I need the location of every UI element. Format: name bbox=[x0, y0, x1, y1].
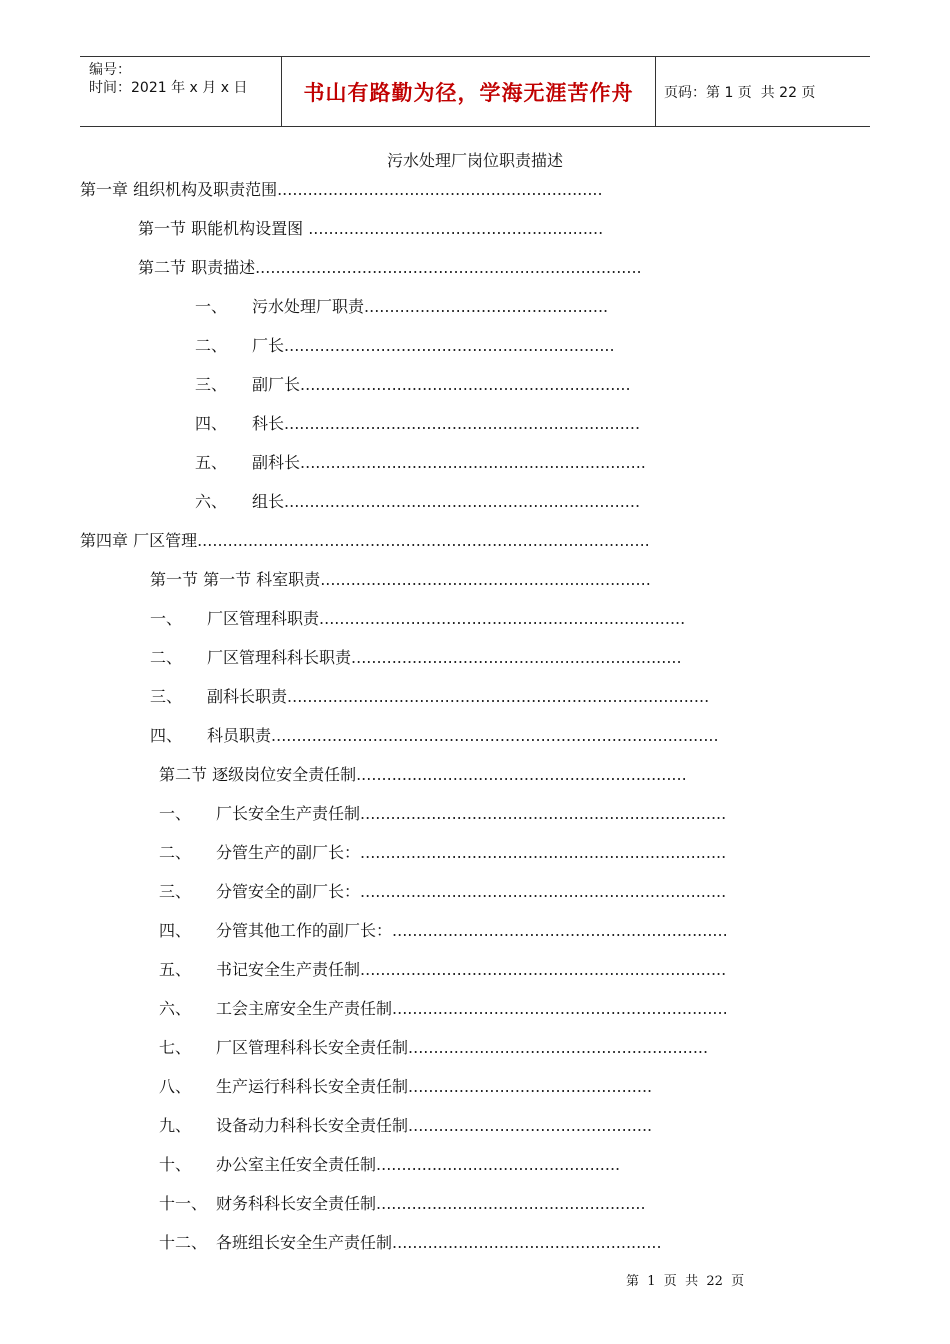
toc-entry-number: 十二、 bbox=[159, 1233, 208, 1252]
toc-entry-leader: ................................................................................... bbox=[287, 687, 710, 706]
toc-entry-text: 组长 bbox=[252, 492, 285, 511]
toc-entry-number: 二、 bbox=[150, 648, 183, 667]
toc-entry[interactable] bbox=[150, 687, 709, 707]
toc-entry-number: 一、 bbox=[150, 609, 183, 628]
toc-entry-leader: ........................................................................ bbox=[360, 882, 727, 901]
toc-entry[interactable] bbox=[195, 336, 615, 356]
toc-entry-number: 五、 bbox=[159, 960, 192, 979]
toc-entry-text: 分管其他工作的副厂长： bbox=[216, 921, 393, 940]
toc-entry-leader: ..................................................... bbox=[376, 1194, 646, 1213]
toc-entry-text: 工会主席安全生产责任制 bbox=[216, 999, 393, 1018]
toc-entry-leader: ........................................................................ bbox=[360, 960, 727, 979]
toc-entry[interactable] bbox=[159, 843, 726, 863]
toc-entry-leader: ........................................................................ bbox=[360, 843, 727, 862]
toc-entry-number: 二、 bbox=[195, 336, 228, 355]
toc-entry-leader: ...................................................................... bbox=[284, 492, 641, 511]
toc-entry[interactable] bbox=[150, 648, 682, 668]
toc-entry[interactable] bbox=[159, 1077, 652, 1097]
toc-entry-number: 五、 bbox=[195, 453, 228, 472]
toc-entry[interactable] bbox=[195, 375, 631, 395]
toc-entry-leader: ................................................................. bbox=[320, 570, 651, 589]
toc-entry-text: 财务科科长安全责任制 bbox=[216, 1194, 377, 1213]
toc-entry-text: 分管安全的副厂长： bbox=[216, 882, 361, 901]
toc-entry[interactable] bbox=[150, 570, 651, 590]
toc-entry-leader: .......................................................... bbox=[308, 219, 604, 238]
toc-entry-number: 十一、 bbox=[159, 1194, 208, 1213]
toc-entry-number: 十、 bbox=[159, 1155, 192, 1174]
toc-entry[interactable] bbox=[159, 1194, 646, 1214]
toc-entry-text: 副厂长 bbox=[252, 375, 301, 394]
toc-entry[interactable] bbox=[159, 1038, 708, 1058]
toc-entry[interactable] bbox=[150, 609, 685, 629]
toc-entry[interactable] bbox=[159, 1155, 620, 1175]
toc-entry-text: 第二节 职责描述 bbox=[138, 258, 256, 277]
toc-entry-text: 第二节 逐级岗位安全责任制 bbox=[159, 765, 357, 784]
toc-entry[interactable] bbox=[159, 1116, 652, 1136]
toc-entry[interactable] bbox=[195, 453, 646, 473]
number-label: 编号： bbox=[89, 62, 131, 78]
header-page bbox=[656, 57, 870, 126]
toc-entry-leader: .................................................................... bbox=[300, 453, 646, 472]
toc-entry-text: 污水处理厂职责 bbox=[252, 297, 365, 316]
toc-entry-number: 一、 bbox=[195, 297, 228, 316]
toc-entry-leader: ........................................................................................ bbox=[271, 726, 719, 745]
toc-entry-leader: ............................................................................ bbox=[255, 258, 642, 277]
toc-entry-number: 六、 bbox=[195, 492, 228, 511]
toc-entry-leader: ........................................................................ bbox=[360, 804, 727, 823]
toc-entry[interactable] bbox=[159, 921, 728, 941]
toc-entry-number: 三、 bbox=[150, 687, 183, 706]
toc-entry-text: 第一章 组织机构及职责范围 bbox=[80, 180, 278, 199]
header-motto: 书山有路勤为径，学海无涯苦作舟 bbox=[282, 57, 656, 126]
toc-entry[interactable] bbox=[159, 882, 726, 902]
toc-entry-text: 各班组长安全生产责任制 bbox=[216, 1233, 393, 1252]
toc-entry-leader: ................................................................. bbox=[356, 765, 687, 784]
toc-entry-text: 副科长 bbox=[252, 453, 301, 472]
toc-entry-number: 四、 bbox=[150, 726, 183, 745]
toc-entry-text: 办公室主任安全责任制 bbox=[216, 1155, 377, 1174]
toc-entry[interactable] bbox=[159, 960, 726, 980]
toc-entry[interactable] bbox=[150, 726, 719, 746]
toc-entry-leader: ................................................................. bbox=[351, 648, 682, 667]
toc-entry[interactable] bbox=[159, 804, 726, 824]
toc-entry-number: 四、 bbox=[195, 414, 228, 433]
toc-entry-text: 第四章 厂区管理 bbox=[80, 531, 198, 550]
page-header bbox=[80, 56, 870, 127]
toc-entry[interactable] bbox=[159, 1233, 662, 1253]
toc-entry[interactable] bbox=[159, 765, 687, 785]
toc-entry-leader: .................................................................. bbox=[392, 921, 728, 940]
toc-entry-leader: ...................................................................... bbox=[284, 414, 641, 433]
toc-entry-number: 九、 bbox=[159, 1116, 192, 1135]
toc-entry-leader: ........................................................................ bbox=[319, 609, 686, 628]
toc-entry-text: 科长 bbox=[252, 414, 285, 433]
toc-entry-number: 三、 bbox=[195, 375, 228, 394]
page-footer: 第 1 页 共 22 页 bbox=[626, 1274, 745, 1289]
toc-entry-leader: ................................................ bbox=[408, 1116, 653, 1135]
toc-entry-text: 厂区管理科职责 bbox=[207, 609, 320, 628]
toc-entry-leader: ................................................................. bbox=[284, 336, 615, 355]
toc-entry[interactable] bbox=[80, 180, 603, 200]
toc-entry-number: 二、 bbox=[159, 843, 192, 862]
document-title: 污水处理厂岗位职责描述 bbox=[386, 151, 563, 170]
toc-entry[interactable] bbox=[195, 414, 640, 434]
toc-entry[interactable] bbox=[138, 219, 603, 239]
toc-entry-text: 厂长安全生产责任制 bbox=[216, 804, 361, 823]
toc-entry-text: 厂区管理科科长安全责任制 bbox=[216, 1038, 409, 1057]
toc-entry[interactable] bbox=[80, 531, 650, 551]
toc-entry-number: 八、 bbox=[159, 1077, 192, 1096]
toc-entry-text: 科员职责 bbox=[207, 726, 272, 745]
toc-entry-leader: ..................................................... bbox=[392, 1233, 662, 1252]
toc-entry-text: 第一节 职能机构设置图 bbox=[138, 219, 309, 238]
toc-entry-number: 一、 bbox=[159, 804, 192, 823]
toc-entry-number: 七、 bbox=[159, 1038, 192, 1057]
toc-entry[interactable] bbox=[195, 297, 608, 317]
toc-entry-number: 三、 bbox=[159, 882, 192, 901]
toc-entry-leader: ................................................ bbox=[376, 1155, 621, 1174]
header-info bbox=[80, 57, 282, 126]
toc-entry-leader: ................................................................. bbox=[300, 375, 631, 394]
toc-entry-text: 第一节 第一节 科室职责 bbox=[150, 570, 321, 589]
toc-entry[interactable] bbox=[138, 258, 642, 278]
page-label: 页码：第 1 页 共 22 页 bbox=[664, 84, 816, 101]
toc-entry-leader: ........................................................... bbox=[408, 1038, 709, 1057]
toc-entry-text: 厂长 bbox=[252, 336, 285, 355]
toc-entry-text: 分管生产的副厂长： bbox=[216, 843, 361, 862]
toc-entry-text: 副科长职责 bbox=[207, 687, 288, 706]
toc-entry-text: 生产运行科科长安全责任制 bbox=[216, 1077, 409, 1096]
toc-entry-leader: .................................................................. bbox=[392, 999, 728, 1018]
toc-entry-text: 厂区管理科科长职责 bbox=[207, 648, 352, 667]
toc-entry-leader: ................................................................ bbox=[277, 180, 603, 199]
toc-entry-text: 设备动力科科长安全责任制 bbox=[216, 1116, 409, 1135]
toc-entry-leader: ................................................ bbox=[408, 1077, 653, 1096]
toc-entry-number: 四、 bbox=[159, 921, 192, 940]
time-label: 时间：2021 年 x 月 x 日 bbox=[89, 80, 248, 96]
toc-entry[interactable] bbox=[159, 999, 728, 1019]
toc-entry-leader: ................................................ bbox=[364, 297, 609, 316]
toc-entry-text: 书记安全生产责任制 bbox=[216, 960, 361, 979]
toc-entry-number: 六、 bbox=[159, 999, 192, 1018]
toc-entry[interactable] bbox=[195, 492, 640, 512]
toc-entry-leader: ......................................................................................... bbox=[197, 531, 650, 550]
